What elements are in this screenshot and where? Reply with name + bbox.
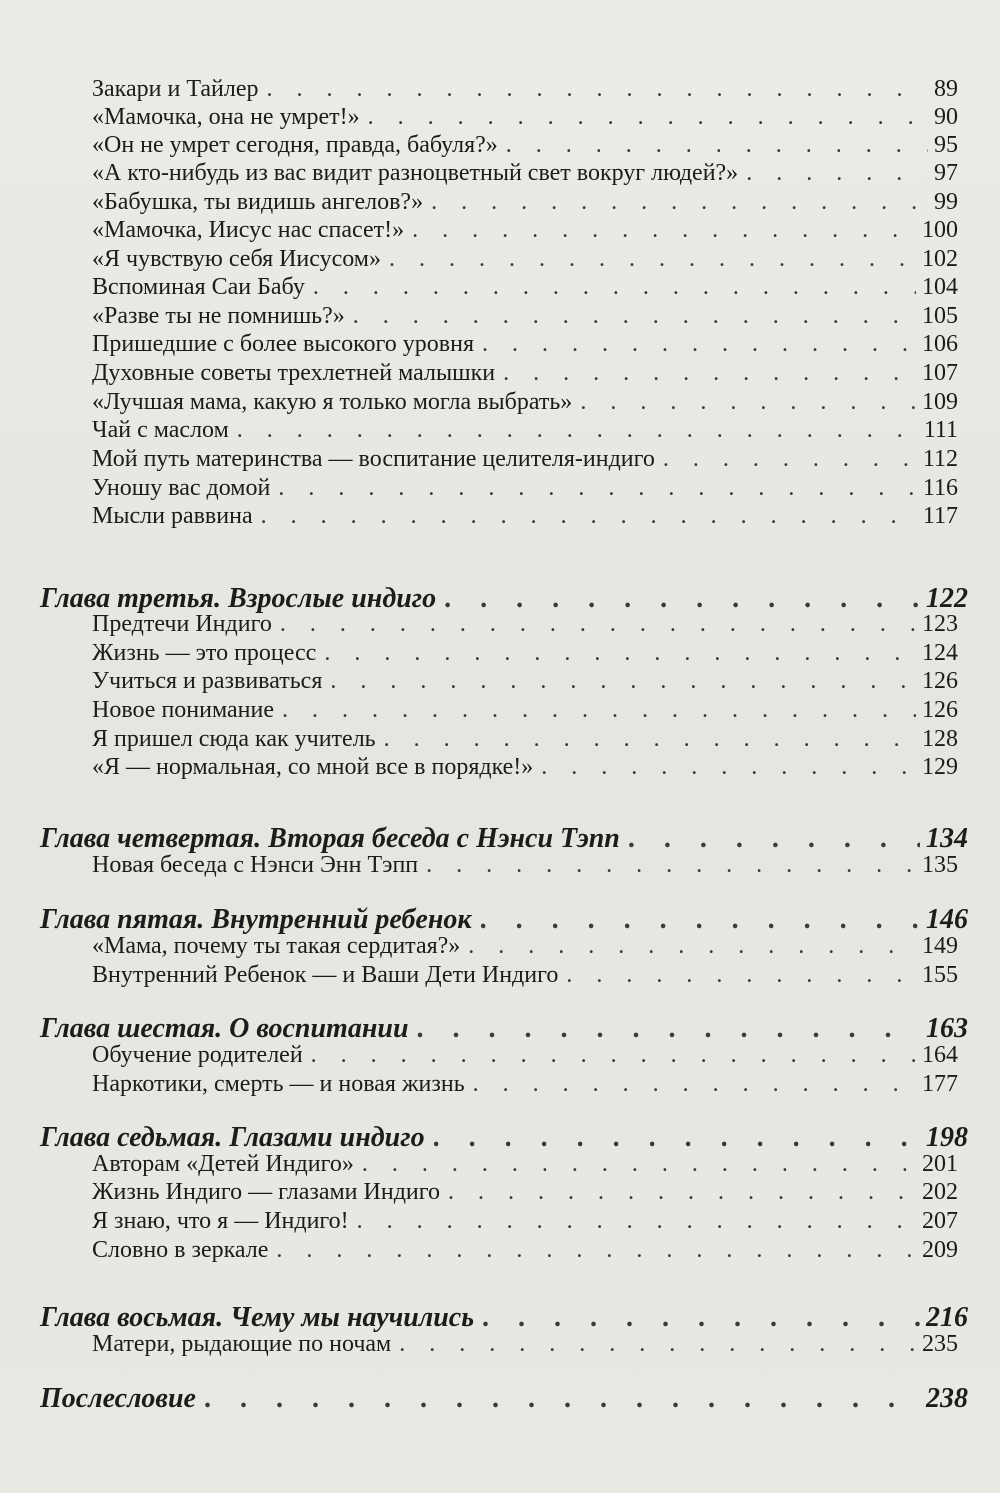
page-number: 129 <box>922 754 958 780</box>
page-number: 124 <box>922 640 958 666</box>
entry-title: «Он не умрет сегодня, правда, бабуля?» <box>92 132 498 158</box>
dot-leader <box>237 417 918 444</box>
page-number: 126 <box>922 668 958 694</box>
dot-leader <box>204 1383 920 1415</box>
page-number: 135 <box>922 852 958 878</box>
dot-leader <box>261 503 917 530</box>
chapter-title: Глава четвертая. Вторая беседа с Нэнси Тэпп <box>40 823 620 854</box>
entry-title: Жизнь Индиго — глазами Индиго <box>92 1179 440 1205</box>
dot-leader <box>324 640 916 667</box>
toc-entry <box>92 303 958 330</box>
entry-title: Матери, рыдающие по ночам <box>92 1331 392 1357</box>
entry-title: «Бабушка, ты видишь ангелов?» <box>92 189 424 215</box>
entry-title: Новая беседа с Нэнси Энн Тэпп <box>92 852 419 878</box>
dot-leader <box>448 1179 916 1206</box>
page-number: 201 <box>922 1151 958 1177</box>
page-number: 100 <box>922 217 958 243</box>
page-number: 149 <box>922 933 958 959</box>
dot-leader <box>663 446 917 473</box>
chapter-title: Послесловие <box>40 1383 196 1414</box>
entry-title: Словно в зеркале <box>92 1237 269 1263</box>
page-number: 155 <box>922 962 958 988</box>
dot-leader <box>482 1302 920 1334</box>
page-number: 126 <box>922 697 958 723</box>
dot-leader <box>473 1071 916 1098</box>
dot-leader <box>330 668 916 695</box>
page-number: 116 <box>922 475 958 501</box>
toc-entry <box>92 76 958 103</box>
page-number: 107 <box>922 360 958 386</box>
entry-title: Пришедшие с более высокого уровня <box>92 331 475 357</box>
entry-title: Новое понимание <box>92 697 274 723</box>
chapter-title: Глава седьмая. Глазами индиго <box>40 1122 425 1153</box>
entry-title: Вспоминая Саи Бабу <box>92 274 305 300</box>
dot-leader <box>311 1042 916 1069</box>
toc-entry <box>92 1042 958 1069</box>
dot-leader <box>357 1208 916 1235</box>
entry-title: Чай с маслом <box>92 417 229 443</box>
chapter-title: Глава третья. Взрослые индиго <box>40 583 437 614</box>
page-number: 238 <box>926 1383 968 1414</box>
page-number: 111 <box>923 417 958 443</box>
page-number: 146 <box>926 904 968 935</box>
toc-entry <box>92 754 958 781</box>
dot-leader <box>282 697 916 724</box>
chapter-title: Глава восьмая. Чему мы научились <box>40 1302 475 1333</box>
page-number: 164 <box>922 1042 958 1068</box>
dot-leader <box>267 76 929 103</box>
toc-entry <box>92 389 958 416</box>
toc-entry <box>92 1331 958 1358</box>
entry-title: Жизнь — это процесс <box>92 640 317 666</box>
dot-leader <box>628 823 920 855</box>
toc-entry <box>92 697 958 724</box>
toc-entry <box>92 933 958 960</box>
dot-leader <box>746 160 928 187</box>
toc-entry <box>92 246 958 273</box>
toc-entry <box>92 640 958 667</box>
entry-title: Мысли раввина <box>92 503 253 529</box>
toc-entry <box>92 1179 958 1206</box>
toc-entry <box>92 503 958 530</box>
page-number: 99 <box>934 189 958 215</box>
dot-leader <box>468 933 916 960</box>
page-number: 235 <box>922 1331 958 1357</box>
page-number: 104 <box>922 274 958 300</box>
dot-leader <box>580 389 916 416</box>
dot-leader <box>426 852 916 879</box>
entry-title: «А кто-нибудь из вас видит разноцветный свет вокруг людей?» <box>92 160 739 186</box>
toc-chapter-entry <box>40 1013 968 1045</box>
toc-chapter-entry <box>40 1122 968 1154</box>
page-number: 209 <box>922 1237 958 1263</box>
page-number: 134 <box>926 823 968 854</box>
toc-chapter-entry <box>40 823 968 855</box>
entry-title: Внутренний Ребенок — и Ваши Дети Индиго <box>92 962 559 988</box>
toc-chapter-entry <box>40 904 968 936</box>
toc-entry <box>92 1071 958 1098</box>
page-number: 128 <box>922 726 958 752</box>
dot-leader <box>431 189 928 216</box>
page-number: 198 <box>926 1122 968 1153</box>
entry-title: «Я — нормальная, со мной все в порядке!» <box>92 754 534 780</box>
entry-title: «Мама, почему ты такая сердитая?» <box>92 933 461 959</box>
toc-entry <box>92 962 958 989</box>
dot-leader <box>433 1122 920 1154</box>
entry-title: Авторам «Детей Индиго» <box>92 1151 354 1177</box>
dot-leader <box>480 904 920 936</box>
toc-entry <box>92 852 958 879</box>
entry-title: «Мамочка, Иисус нас спасет!» <box>92 217 405 243</box>
dot-leader <box>280 611 916 638</box>
dot-leader <box>412 217 916 244</box>
chapter-title: Глава шестая. О воспитании <box>40 1013 409 1044</box>
entry-title: Мой путь материнства — воспитание целителя-индиго <box>92 446 655 472</box>
entry-title: Закари и Тайлер <box>92 76 259 102</box>
page-number: 123 <box>922 611 958 637</box>
page-number: 105 <box>922 303 958 329</box>
toc-entry <box>92 475 958 502</box>
entry-title: Я пришел сюда как учитель <box>92 726 376 752</box>
page-number: 216 <box>926 1302 968 1333</box>
dot-leader <box>384 726 916 753</box>
toc-entry <box>92 132 958 159</box>
entry-title: «Разве ты не помнишь?» <box>92 303 345 329</box>
dot-leader <box>353 303 916 330</box>
page-number: 117 <box>922 503 958 529</box>
toc-entry <box>92 417 958 444</box>
entry-title: «Мамочка, она не умрет!» <box>92 104 360 130</box>
entry-title: «Я чувствую себя Иисусом» <box>92 246 381 272</box>
toc-entry <box>92 274 958 301</box>
toc-entry <box>92 1237 958 1264</box>
page-number: 163 <box>926 1013 968 1044</box>
dot-leader <box>276 1237 916 1264</box>
chapter-title: Глава пятая. Внутренний ребенок <box>40 904 472 935</box>
entry-title: Духовные советы трехлетней малышки <box>92 360 496 386</box>
toc-entry <box>92 217 958 244</box>
entry-title: Я знаю, что я — Индиго! <box>92 1208 349 1234</box>
entry-title: Предтечи Индиго <box>92 611 272 637</box>
dot-leader <box>278 475 917 502</box>
page-number: 122 <box>926 583 968 614</box>
page-number: 90 <box>934 104 958 130</box>
page-number: 106 <box>922 331 958 357</box>
page-number: 202 <box>922 1179 958 1205</box>
dot-leader <box>482 331 916 358</box>
page-number: 97 <box>934 160 958 186</box>
toc-entry <box>92 446 958 473</box>
dot-leader <box>417 1013 920 1045</box>
toc-entry <box>92 160 958 187</box>
toc-entry <box>92 104 958 131</box>
entry-title: Обучение родителей <box>92 1042 303 1068</box>
dot-leader <box>506 132 928 159</box>
page-number: 207 <box>922 1208 958 1234</box>
dot-leader <box>566 962 916 989</box>
dot-leader <box>313 274 916 301</box>
dot-leader <box>399 1331 916 1358</box>
toc-entry <box>92 1208 958 1235</box>
toc-chapter-entry <box>40 1302 968 1334</box>
page-number: 109 <box>922 389 958 415</box>
entry-title: «Лучшая мама, какую я только могла выбрать» <box>92 389 573 415</box>
toc-entry <box>92 331 958 358</box>
toc-entry <box>92 726 958 753</box>
dot-leader <box>368 104 928 131</box>
dot-leader <box>362 1151 916 1178</box>
toc-entry <box>92 189 958 216</box>
dot-leader <box>389 246 916 273</box>
entry-title: Учиться и развиваться <box>92 668 323 694</box>
page-number: 89 <box>934 76 958 102</box>
toc-entry <box>92 1151 958 1178</box>
toc-chapter-entry <box>40 1383 968 1415</box>
toc-entry <box>92 360 958 387</box>
toc-entry <box>92 611 958 638</box>
page-number: 102 <box>922 246 958 272</box>
page-number: 95 <box>934 132 958 158</box>
dot-leader <box>503 360 916 387</box>
page-number: 177 <box>922 1071 958 1097</box>
dot-leader <box>541 754 916 781</box>
page-number: 112 <box>922 446 958 472</box>
entry-title: Наркотики, смерть — и новая жизнь <box>92 1071 465 1097</box>
toc-entry <box>92 668 958 695</box>
entry-title: Уношу вас домой <box>92 475 271 501</box>
